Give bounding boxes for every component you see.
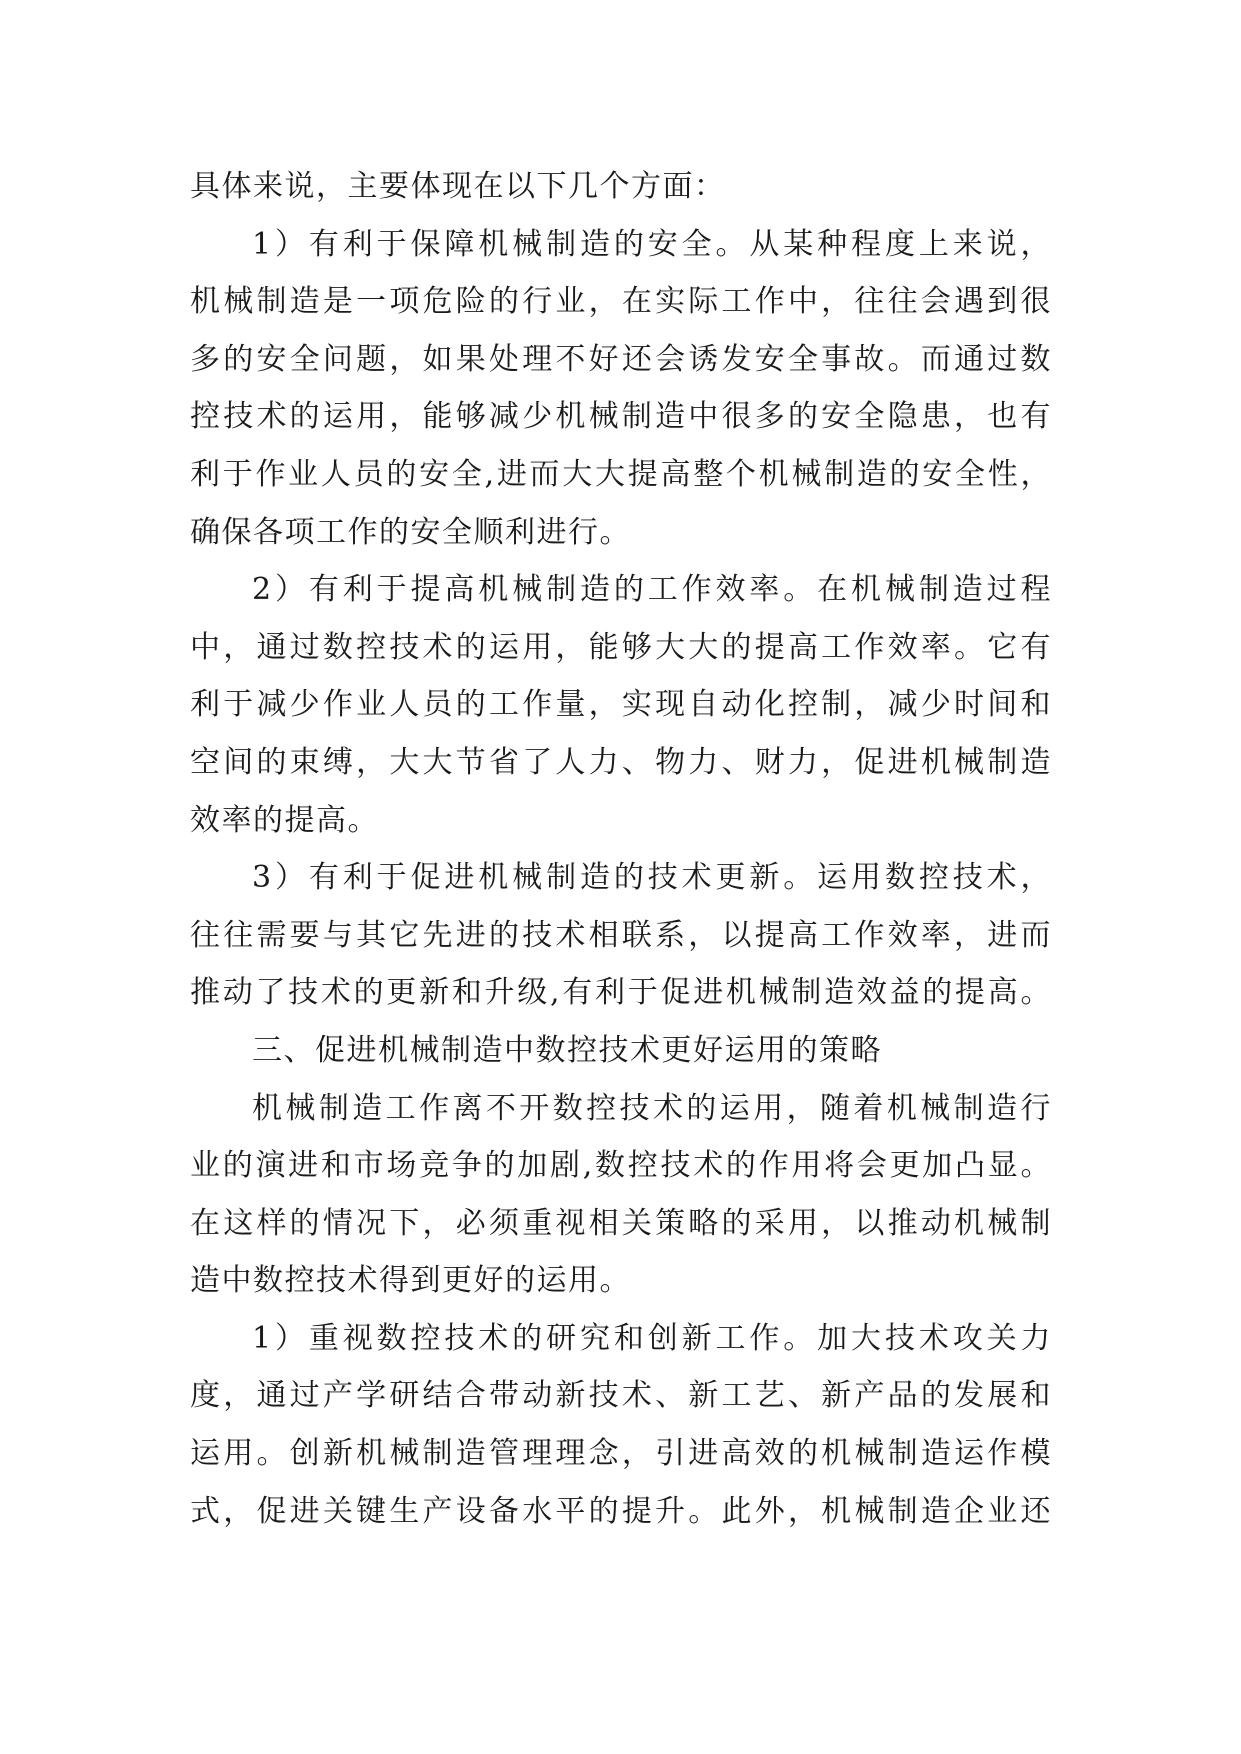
text-line: 机械制造工作离不开数控技术的运用，随着机械制造行 (252, 1090, 1052, 1126)
text-line: 确保各项工作的安全顺利进行。 (190, 514, 631, 550)
text-line: 往往需要与其它先进的技术相联系，以提高工作效率，进而 (190, 917, 1052, 953)
text-line: 中，通过数控技术的运用，能够大大的提高工作效率。它有 (190, 629, 1052, 665)
text-line: 1）重视数控技术的研究和创新工作。加大技术攻关力 (252, 1320, 1052, 1356)
text-line: 利于作业人员的安全,进而大大提高整个机械制造的安全性， (190, 456, 1052, 492)
text-line: 利于减少作业人员的工作量，实现自动化控制，减少时间和 (190, 687, 1052, 723)
text-line: 具体来说，主要体现在以下几个方面： (190, 169, 726, 204)
text-line: 式，促进关键生产设备水平的提升。此外，机械制造企业还 (190, 1493, 1052, 1529)
text-line: 3）有利于促进机械制造的技术更新。运用数控技术， (252, 860, 1052, 896)
text-line: 在这样的情况下，必须重视相关策略的采用，以推动机械制 (190, 1205, 1052, 1241)
text-line: 多的安全问题，如果处理不好还会诱发安全事故。而通过数 (190, 341, 1052, 377)
text-line: 空间的束缚，大大节省了人力、物力、财力，促进机械制造 (190, 744, 1052, 780)
text-line: 2）有利于提高机械制造的工作效率。在机械制造过程 (252, 572, 1052, 608)
document-page (190, 158, 1052, 1540)
text-line: 造中数控技术得到更好的运用。 (190, 1263, 631, 1299)
text-line: 控技术的运用，能够减少机械制造中很多的安全隐患，也有 (190, 399, 1052, 435)
text-line: 1）有利于保障机械制造的安全。从某种程度上来说， (252, 226, 1052, 262)
text-line: 效率的提高。 (190, 802, 379, 838)
text-line: 运用。创新机械制造管理理念，引进高效的机械制造运作模 (190, 1436, 1052, 1472)
text-line: 业的演进和市场竞争的加剧,数控技术的作用将会更加凸显。 (190, 1148, 1052, 1184)
text-line: 推动了技术的更新和升级,有利于促进机械制造效益的提高。 (190, 975, 1052, 1011)
text-line: 三、促进机械制造中数控技术更好运用的策略 (252, 1032, 882, 1068)
text-line: 度，通过产学研结合带动新技术、新工艺、新产品的发展和 (190, 1378, 1052, 1414)
text-line: 机械制造是一项危险的行业，在实际工作中，往往会遇到很 (190, 284, 1052, 320)
